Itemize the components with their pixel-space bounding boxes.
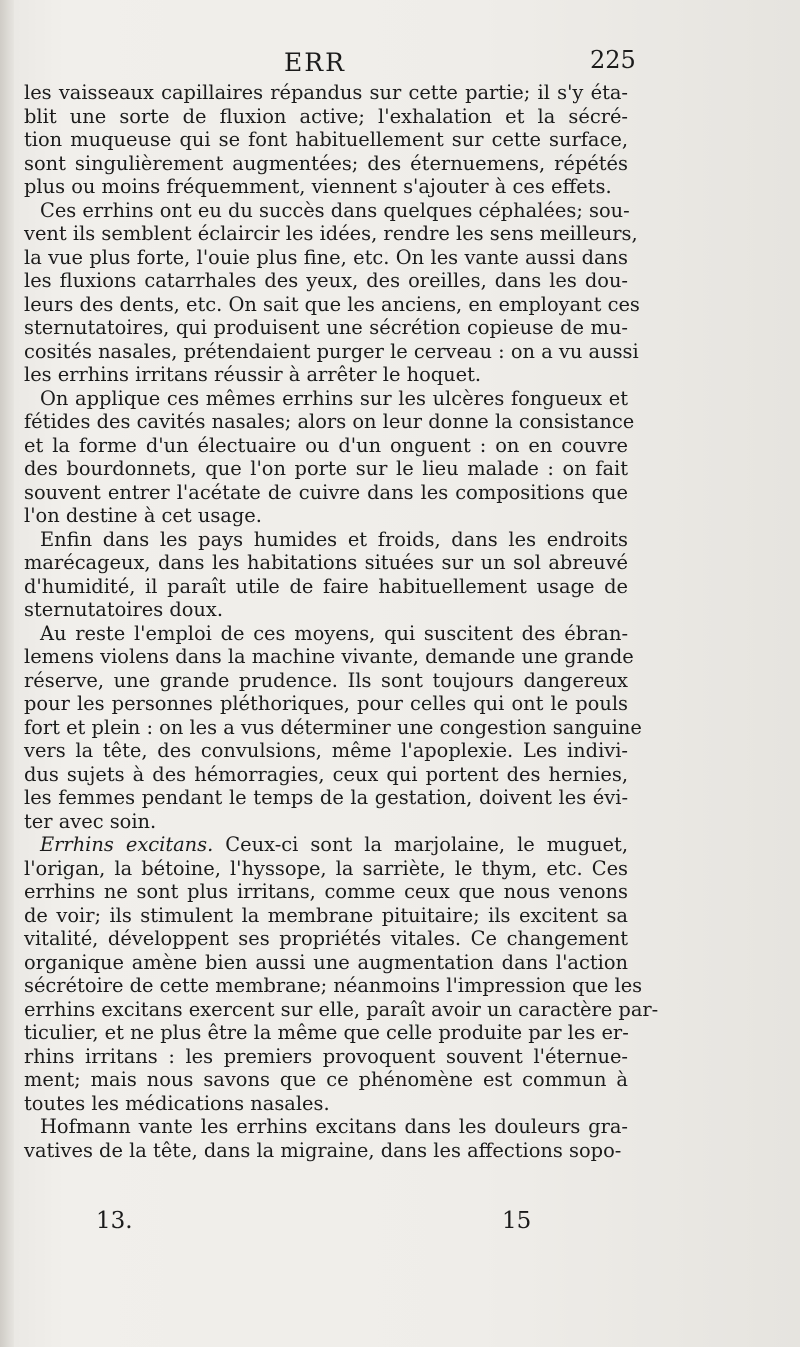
page-number: 225 [590, 46, 636, 74]
text-line: les vaisseaux capillaires répandus sur cette partie; il s'y éta- [24, 81, 628, 104]
text-line: les fluxions catarrhales des yeux, des oreilles, dans les dou- [24, 269, 628, 292]
text-line: les errhins irritans réussir à arrêter le hoquet. [24, 363, 482, 386]
text-line: errhins ne sont plus irritans, comme ceux que nous venons [24, 880, 628, 903]
paragraph [24, 833, 659, 1115]
text-line: leurs des dents, etc. On sait que les anciens, en employant ces [24, 292, 640, 316]
text-line: sternutatoires, qui produisent une sécrétion copieuse de mu- [24, 316, 628, 339]
body-text [24, 81, 659, 1162]
text-line: fétides des cavités nasales; alors on leur donne la consistance [24, 410, 635, 433]
paragraph [24, 1115, 628, 1162]
text-line: Enfin dans les pays humides et froids, dans les endroits [40, 527, 628, 551]
text-line: ter avec soin. [24, 809, 157, 833]
text-line: organique amène bien aussi une augmentation dans l'action [24, 950, 628, 974]
text-line: l'on destine à cet usage. [24, 504, 262, 527]
text-line: On applique ces mêmes errhins sur les ulcères fongueux et [40, 386, 628, 410]
text-line: sternutatoires doux. [24, 598, 224, 621]
running-head: ERR [284, 48, 346, 77]
paragraph [24, 198, 640, 387]
text-line: la vue plus forte, l'ouie plus fine, etc. On les vante aussi dans [24, 245, 628, 269]
text-line: les femmes pendant le temps de la gestation, doivent les évi- [24, 786, 628, 809]
text-line: rhins irritans : les premiers provoquent souvent l'éternue- [24, 1044, 628, 1068]
line-text: Ceux-ci sont la marjolaine, le muguet, [213, 833, 628, 856]
text-line: l'origan, la bétoine, l'hyssope, la sarriète, le thym, etc. Ces [24, 856, 628, 880]
text-line: fort et plein : on les a vus déterminer une congestion sanguine [24, 715, 642, 739]
text-line: lemens violens dans la machine vivante, demande une grande [24, 645, 634, 668]
text-line: d'humidité, il paraît utile de faire habituellement usage de [24, 574, 628, 598]
text-line: ment; mais nous savons que ce phénomène est commun à [24, 1068, 628, 1091]
binding-gutter [0, 0, 14, 1347]
text-line: vatives de la tête, dans la migraine, dans les affections sopo- [24, 1138, 622, 1162]
text-line: réserve, une grande prudence. Ils sont toujours dangereux [24, 668, 628, 692]
text-line: ticulier, et ne plus être la même que celle produite par les er- [24, 1021, 629, 1044]
signature-mark: 13. [96, 1208, 133, 1234]
text-line: vent ils semblent éclaircir les idées, rendre les sens meilleurs, [24, 222, 638, 245]
text-line: dus sujets à des hémorragies, ceux qui portent des hernies, [24, 762, 628, 786]
paragraph-lead: Errhins excitans. [40, 833, 214, 856]
text-line: Au reste l'emploi de ces moyens, qui suscitent des ébran- [40, 621, 628, 645]
text-line: de voir; ils stimulent la membrane pituitaire; ils excitent sa [24, 903, 628, 927]
paragraph [24, 621, 642, 834]
text-line: plus ou moins fréquemment, viennent s'ajouter à ces effets. [24, 175, 612, 198]
paragraph [24, 528, 628, 622]
text-line: marécageux, dans les habitations situées sur un sol abreuvé [24, 551, 628, 574]
text-line: blit une sorte de fluxion active; l'exhalation et la sécré- [24, 104, 628, 128]
text-line: Hofmann vante les errhins excitans dans les douleurs gra- [40, 1115, 628, 1138]
text-line: toutes les médications nasales. [24, 1091, 330, 1115]
text-line [24, 833, 628, 857]
text-line: sont singulièrement augmentées; des éternuemens, répétés [24, 151, 628, 175]
text-line: des bourdonnets, que l'on porte sur le lieu malade : on fait [24, 457, 628, 480]
sheet-number: 15 [502, 1208, 532, 1234]
text-line: et la forme d'un électuaire ou d'un onguent : on en couvre [24, 433, 628, 457]
page-header [0, 44, 800, 84]
text-line: tion muqueuse qui se font habituellement sur cette surface, [24, 128, 628, 151]
paragraph [24, 81, 628, 199]
text-line: sécrétoire de cette membrane; néanmoins l'impression que les [24, 974, 643, 997]
text-line: errhins excitans exercent sur elle, paraît avoir un caractère par- [24, 997, 659, 1021]
text-line: pour les personnes pléthoriques, pour celles qui ont le pouls [24, 692, 628, 715]
text-line: souvent entrer l'acétate de cuivre dans les compositions que [24, 480, 628, 504]
text-line: vers la tête, des convulsions, même l'apoplexie. Les indivi- [24, 739, 628, 762]
text-line: Ces errhins ont eu du succès dans quelques céphalées; sou- [40, 198, 630, 222]
paragraph [24, 386, 635, 528]
text-line: cosités nasales, prétendaient purger le cerveau : on a vu aussi [24, 339, 639, 363]
page-footer [0, 1208, 800, 1248]
text-line: vitalité, développent ses propriétés vitales. Ce changement [24, 927, 628, 950]
